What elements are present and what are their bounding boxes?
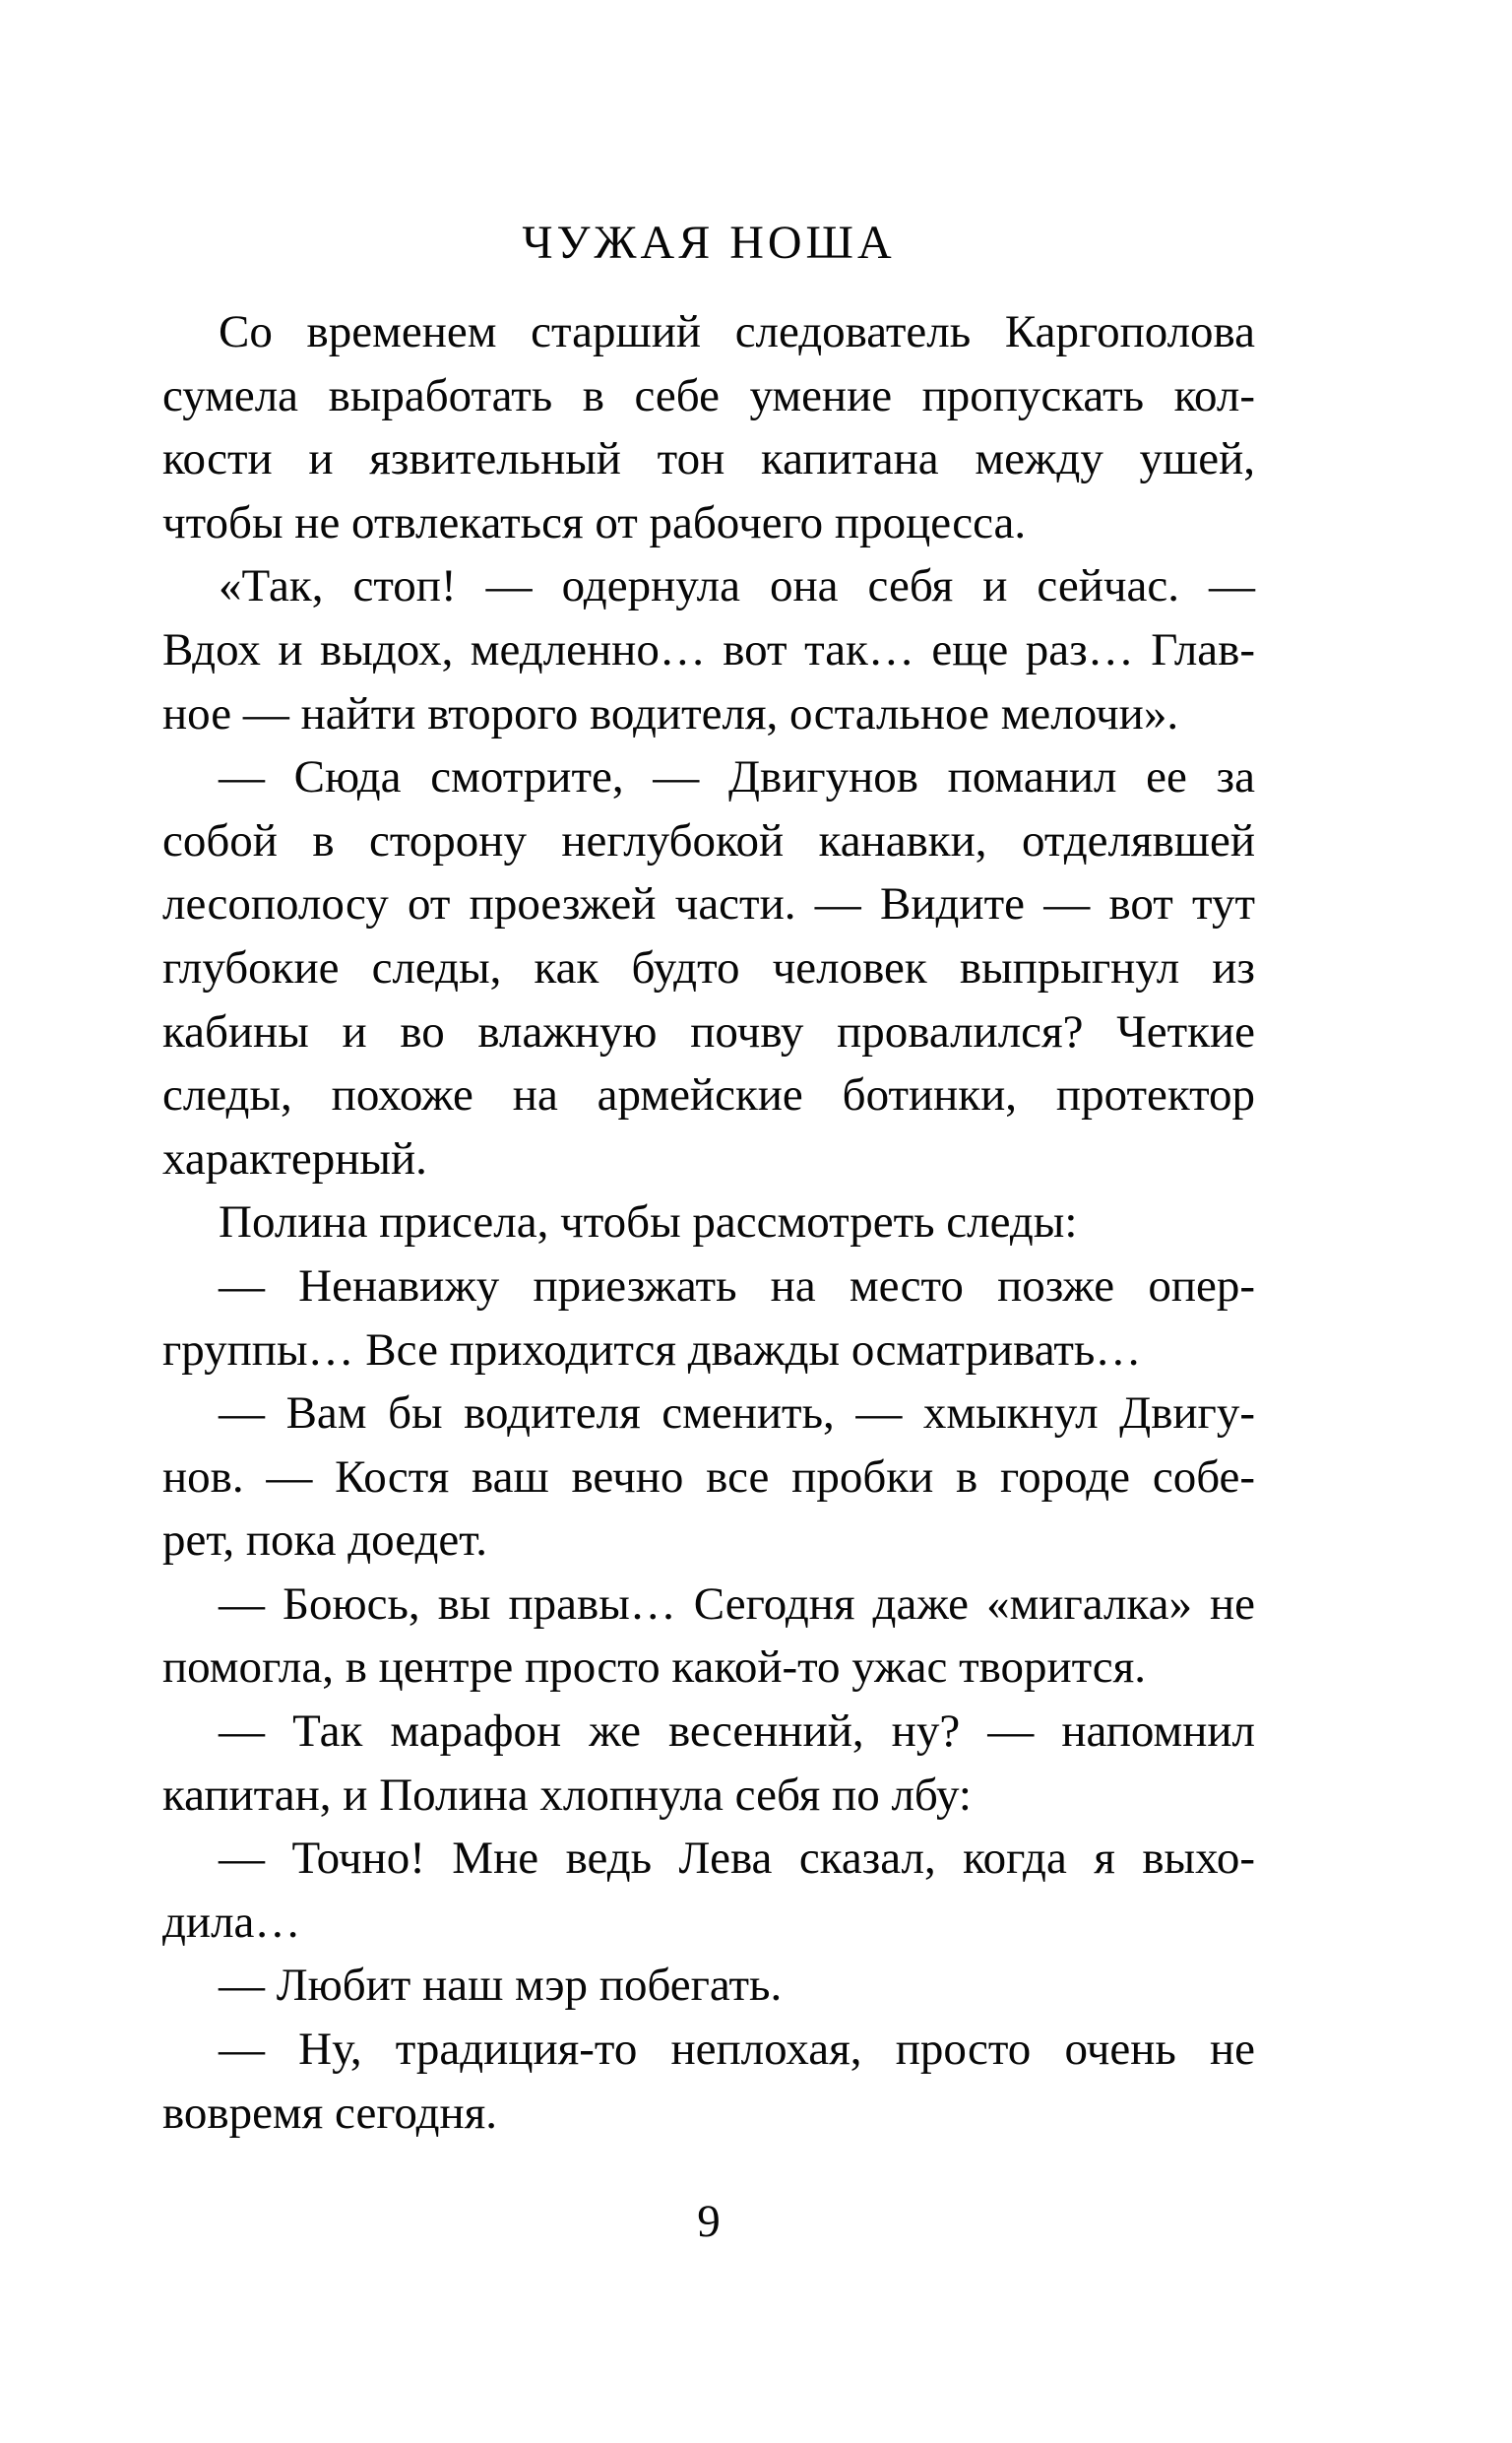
text-line: рет, пока доедет.: [162, 1514, 488, 1567]
text-line: Полина присела, чтобы рассмотреть следы:: [219, 1196, 1078, 1249]
text-line: «Так, стоп! — одернула она себя и сейчас. —: [219, 560, 1255, 612]
text-line: — Так марафон же весенний, ну? — напомнил: [219, 1705, 1255, 1758]
paragraph: [162, 1254, 1255, 1382]
text-line: группы… Все приходится дважды осматривать…: [162, 1323, 1142, 1376]
text-line: кабины и во влажную почву провалился? Четкие: [162, 1005, 1255, 1058]
text-line: собой в сторону неглубокой канавки, отделявшей: [162, 814, 1255, 867]
paragraph: [162, 1954, 1255, 2018]
text-line: Вдох и выдох, медленно… вот так… еще раз… Глав-: [162, 623, 1255, 675]
text-line: чтобы не отвлекаться от рабочего процесса.: [162, 496, 1027, 548]
paragraph: [162, 1700, 1255, 1827]
text-line: следы, похоже на армейские ботинки, протектор: [162, 1069, 1255, 1122]
page-number: 9: [697, 2196, 721, 2247]
text-line: лесополосу от проезжей части. — Видите — вот тут: [162, 878, 1255, 931]
text-line: капитан, и Полина хлопнула себя по лбу:: [162, 1768, 972, 1821]
paragraph: [162, 745, 1255, 1190]
text-line: Со временем старший следователь Каргополова: [219, 306, 1255, 357]
paragraph: [162, 1827, 1255, 1954]
text-line: нов. — Костя ваш вечно все пробки в городе собе-: [162, 1450, 1255, 1503]
text-line: сумела выработать в себе умение пропускать кол-: [162, 369, 1255, 421]
text-line: — Ну, традиция-то неплохая, просто очень не: [219, 2024, 1255, 2076]
text-line: характерный.: [162, 1132, 427, 1185]
text-line: помогла, в центре просто какой-то ужас творится.: [162, 1641, 1147, 1694]
text-line: вовремя сегодня.: [162, 2087, 498, 2139]
paragraph: [162, 300, 1255, 554]
text-line: глубокие следы, как будто человек выпрыгнул из: [162, 941, 1255, 994]
text-line: ное — найти второго водителя, остальное мелочи».: [162, 687, 1179, 739]
text-line: дила…: [162, 1896, 301, 1948]
text-line: — Вам бы водителя сменить, — хмыкнул Двигу-: [219, 1387, 1255, 1440]
paragraph: [162, 1573, 1255, 1700]
paragraph: [162, 1382, 1255, 1573]
paragraph: [162, 2018, 1255, 2145]
text-line: — Любит наш мэр побегать.: [219, 1960, 783, 2012]
text-line: — Ненавижу приезжать на место позже опер-: [219, 1259, 1255, 1312]
text-line: — Сюда смотрите, — Двигунов поманил ее за: [219, 751, 1255, 804]
text-line: — Точно! Мне ведь Лева сказал, когда я выхо-: [219, 1832, 1255, 1885]
chapter-title: ЧУЖАЯ НОША: [522, 217, 896, 269]
text-column: [162, 212, 1255, 2145]
text-line: кости и язвительный тон капитана между ушей,: [162, 433, 1255, 485]
text-line: — Боюсь, вы правы… Сегодня даже «мигалка» не: [219, 1577, 1255, 1630]
paragraph: [162, 1190, 1255, 1254]
paragraph: [162, 554, 1255, 745]
